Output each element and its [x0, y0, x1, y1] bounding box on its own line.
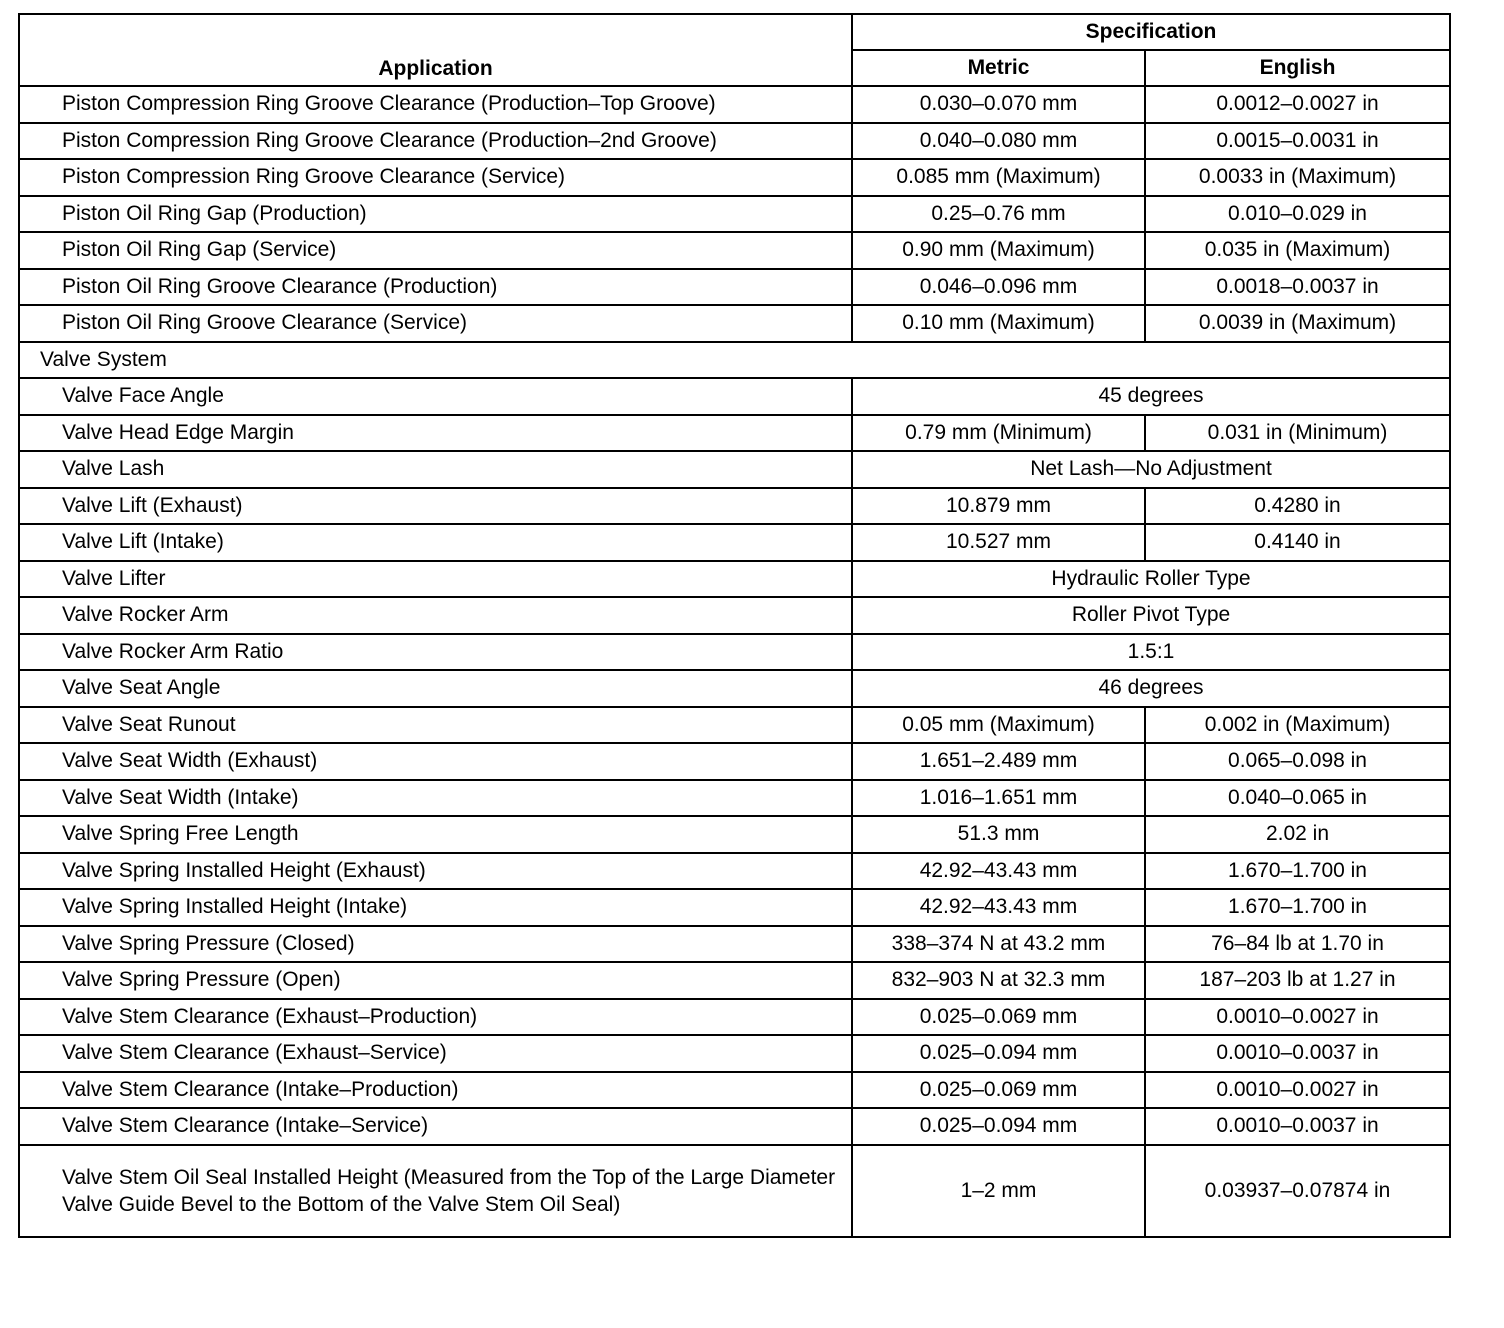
application-cell: Valve Seat Angle — [19, 670, 852, 707]
english-cell: 0.035 in (Maximum) — [1145, 232, 1450, 269]
section-row — [19, 342, 1450, 379]
metric-cell: 10.527 mm — [852, 524, 1145, 561]
application-cell: Valve Stem Clearance (Exhaust–Production) — [19, 999, 852, 1036]
application-cell: Valve Seat Width (Exhaust) — [19, 743, 852, 780]
metric-header: Metric — [852, 50, 1145, 86]
application-cell: Valve Stem Clearance (Intake–Service) — [19, 1108, 852, 1145]
application-cell: Valve Lash — [19, 451, 852, 488]
english-cell: 0.0039 in (Maximum) — [1145, 305, 1450, 342]
application-cell: Valve Face Angle — [19, 378, 852, 415]
application-cell: Valve Lifter — [19, 561, 852, 598]
specification-header: Specification — [852, 14, 1450, 50]
table-row — [19, 524, 1450, 561]
metric-cell: 42.92–43.43 mm — [852, 889, 1145, 926]
specification-cell: 1.5:1 — [852, 634, 1450, 671]
application-cell: Valve Spring Installed Height (Exhaust) — [19, 853, 852, 890]
application-cell: Piston Oil Ring Gap (Service) — [19, 232, 852, 269]
table-row — [19, 707, 1450, 744]
english-cell: 1.670–1.700 in — [1145, 889, 1450, 926]
section-title: Valve System — [19, 342, 1450, 379]
specification-cell: 45 degrees — [852, 378, 1450, 415]
table-row — [19, 853, 1450, 890]
application-cell: Valve Stem Clearance (Intake–Production) — [19, 1072, 852, 1109]
metric-cell: 0.90 mm (Maximum) — [852, 232, 1145, 269]
metric-cell: 1.651–2.489 mm — [852, 743, 1145, 780]
english-cell: 0.0012–0.0027 in — [1145, 86, 1450, 123]
table-row — [19, 561, 1450, 598]
english-cell: 0.0018–0.0037 in — [1145, 269, 1450, 306]
table-row — [19, 1145, 1450, 1237]
application-cell: Piston Oil Ring Groove Clearance (Production) — [19, 269, 852, 306]
table-row — [19, 1072, 1450, 1109]
table-row — [19, 962, 1450, 999]
table-row — [19, 926, 1450, 963]
metric-cell: 1–2 mm — [852, 1145, 1145, 1237]
english-cell: 187–203 lb at 1.27 in — [1145, 962, 1450, 999]
table-row — [19, 159, 1450, 196]
english-cell: 0.0015–0.0031 in — [1145, 123, 1450, 160]
application-cell: Valve Spring Free Length — [19, 816, 852, 853]
english-cell: 0.0010–0.0037 in — [1145, 1108, 1450, 1145]
metric-cell: 0.040–0.080 mm — [852, 123, 1145, 160]
application-cell: Valve Lift (Exhaust) — [19, 488, 852, 525]
application-cell: Valve Rocker Arm Ratio — [19, 634, 852, 671]
english-cell: 0.03937–0.07874 in — [1145, 1145, 1450, 1237]
metric-cell: 0.25–0.76 mm — [852, 196, 1145, 233]
english-cell: 1.670–1.700 in — [1145, 853, 1450, 890]
metric-cell: 0.025–0.069 mm — [852, 1072, 1145, 1109]
english-cell: 0.040–0.065 in — [1145, 780, 1450, 817]
table-row — [19, 269, 1450, 306]
english-cell: 0.4140 in — [1145, 524, 1450, 561]
application-cell: Valve Spring Pressure (Closed) — [19, 926, 852, 963]
application-cell: Valve Stem Oil Seal Installed Height (Measured from the Top of the Large Diameter Valve Guide Bevel to the Bottom of the Valve Stem Oil Seal) — [19, 1145, 852, 1237]
english-cell: 0.010–0.029 in — [1145, 196, 1450, 233]
table-row — [19, 123, 1450, 160]
application-cell: Valve Seat Width (Intake) — [19, 780, 852, 817]
table-row — [19, 1035, 1450, 1072]
metric-cell: 0.025–0.069 mm — [852, 999, 1145, 1036]
table-row — [19, 999, 1450, 1036]
english-cell: 76–84 lb at 1.70 in — [1145, 926, 1450, 963]
english-cell: 0.0033 in (Maximum) — [1145, 159, 1450, 196]
application-cell: Piston Compression Ring Groove Clearance (Production–Top Groove) — [19, 86, 852, 123]
application-cell: Piston Compression Ring Groove Clearance (Service) — [19, 159, 852, 196]
application-cell: Valve Lift (Intake) — [19, 524, 852, 561]
metric-cell: 51.3 mm — [852, 816, 1145, 853]
english-cell: 2.02 in — [1145, 816, 1450, 853]
table-header — [19, 14, 1450, 86]
metric-cell: 0.030–0.070 mm — [852, 86, 1145, 123]
specification-cell: Hydraulic Roller Type — [852, 561, 1450, 598]
table-row — [19, 743, 1450, 780]
application-cell: Valve Spring Pressure (Open) — [19, 962, 852, 999]
metric-cell: 338–374 N at 43.2 mm — [852, 926, 1145, 963]
table-row — [19, 232, 1450, 269]
english-cell: 0.002 in (Maximum) — [1145, 707, 1450, 744]
application-cell: Piston Oil Ring Gap (Production) — [19, 196, 852, 233]
metric-cell: 1.016–1.651 mm — [852, 780, 1145, 817]
english-cell: 0.031 in (Minimum) — [1145, 415, 1450, 452]
table-row — [19, 378, 1450, 415]
table-row — [19, 670, 1450, 707]
metric-cell: 0.046–0.096 mm — [852, 269, 1145, 306]
table-row — [19, 889, 1450, 926]
application-cell: Valve Seat Runout — [19, 707, 852, 744]
english-cell: 0.065–0.098 in — [1145, 743, 1450, 780]
metric-cell: 0.10 mm (Maximum) — [852, 305, 1145, 342]
table-row — [19, 305, 1450, 342]
metric-cell: 0.025–0.094 mm — [852, 1035, 1145, 1072]
table-row — [19, 451, 1450, 488]
specification-cell: Net Lash—No Adjustment — [852, 451, 1450, 488]
table-row — [19, 415, 1450, 452]
specification-cell: 46 degrees — [852, 670, 1450, 707]
application-cell: Valve Head Edge Margin — [19, 415, 852, 452]
application-cell: Valve Rocker Arm — [19, 597, 852, 634]
metric-cell: 42.92–43.43 mm — [852, 853, 1145, 890]
specification-cell: Roller Pivot Type — [852, 597, 1450, 634]
application-header: Application — [19, 14, 852, 86]
metric-cell: 10.879 mm — [852, 488, 1145, 525]
table-row — [19, 780, 1450, 817]
metric-cell: 0.085 mm (Maximum) — [852, 159, 1145, 196]
table-row — [19, 634, 1450, 671]
english-header: English — [1145, 50, 1450, 86]
english-cell: 0.0010–0.0027 in — [1145, 1072, 1450, 1109]
english-cell: 0.0010–0.0027 in — [1145, 999, 1450, 1036]
table-row — [19, 86, 1450, 123]
specification-table — [18, 13, 1451, 1238]
metric-cell: 832–903 N at 32.3 mm — [852, 962, 1145, 999]
application-cell: Valve Stem Clearance (Exhaust–Service) — [19, 1035, 852, 1072]
table-row — [19, 816, 1450, 853]
table-row — [19, 597, 1450, 634]
table-body — [19, 86, 1450, 1237]
table-row — [19, 196, 1450, 233]
application-cell: Piston Oil Ring Groove Clearance (Service) — [19, 305, 852, 342]
english-cell: 0.0010–0.0037 in — [1145, 1035, 1450, 1072]
table-row — [19, 488, 1450, 525]
english-cell: 0.4280 in — [1145, 488, 1450, 525]
application-cell: Piston Compression Ring Groove Clearance (Production–2nd Groove) — [19, 123, 852, 160]
metric-cell: 0.025–0.094 mm — [852, 1108, 1145, 1145]
metric-cell: 0.79 mm (Minimum) — [852, 415, 1145, 452]
table-row — [19, 1108, 1450, 1145]
application-cell: Valve Spring Installed Height (Intake) — [19, 889, 852, 926]
metric-cell: 0.05 mm (Maximum) — [852, 707, 1145, 744]
